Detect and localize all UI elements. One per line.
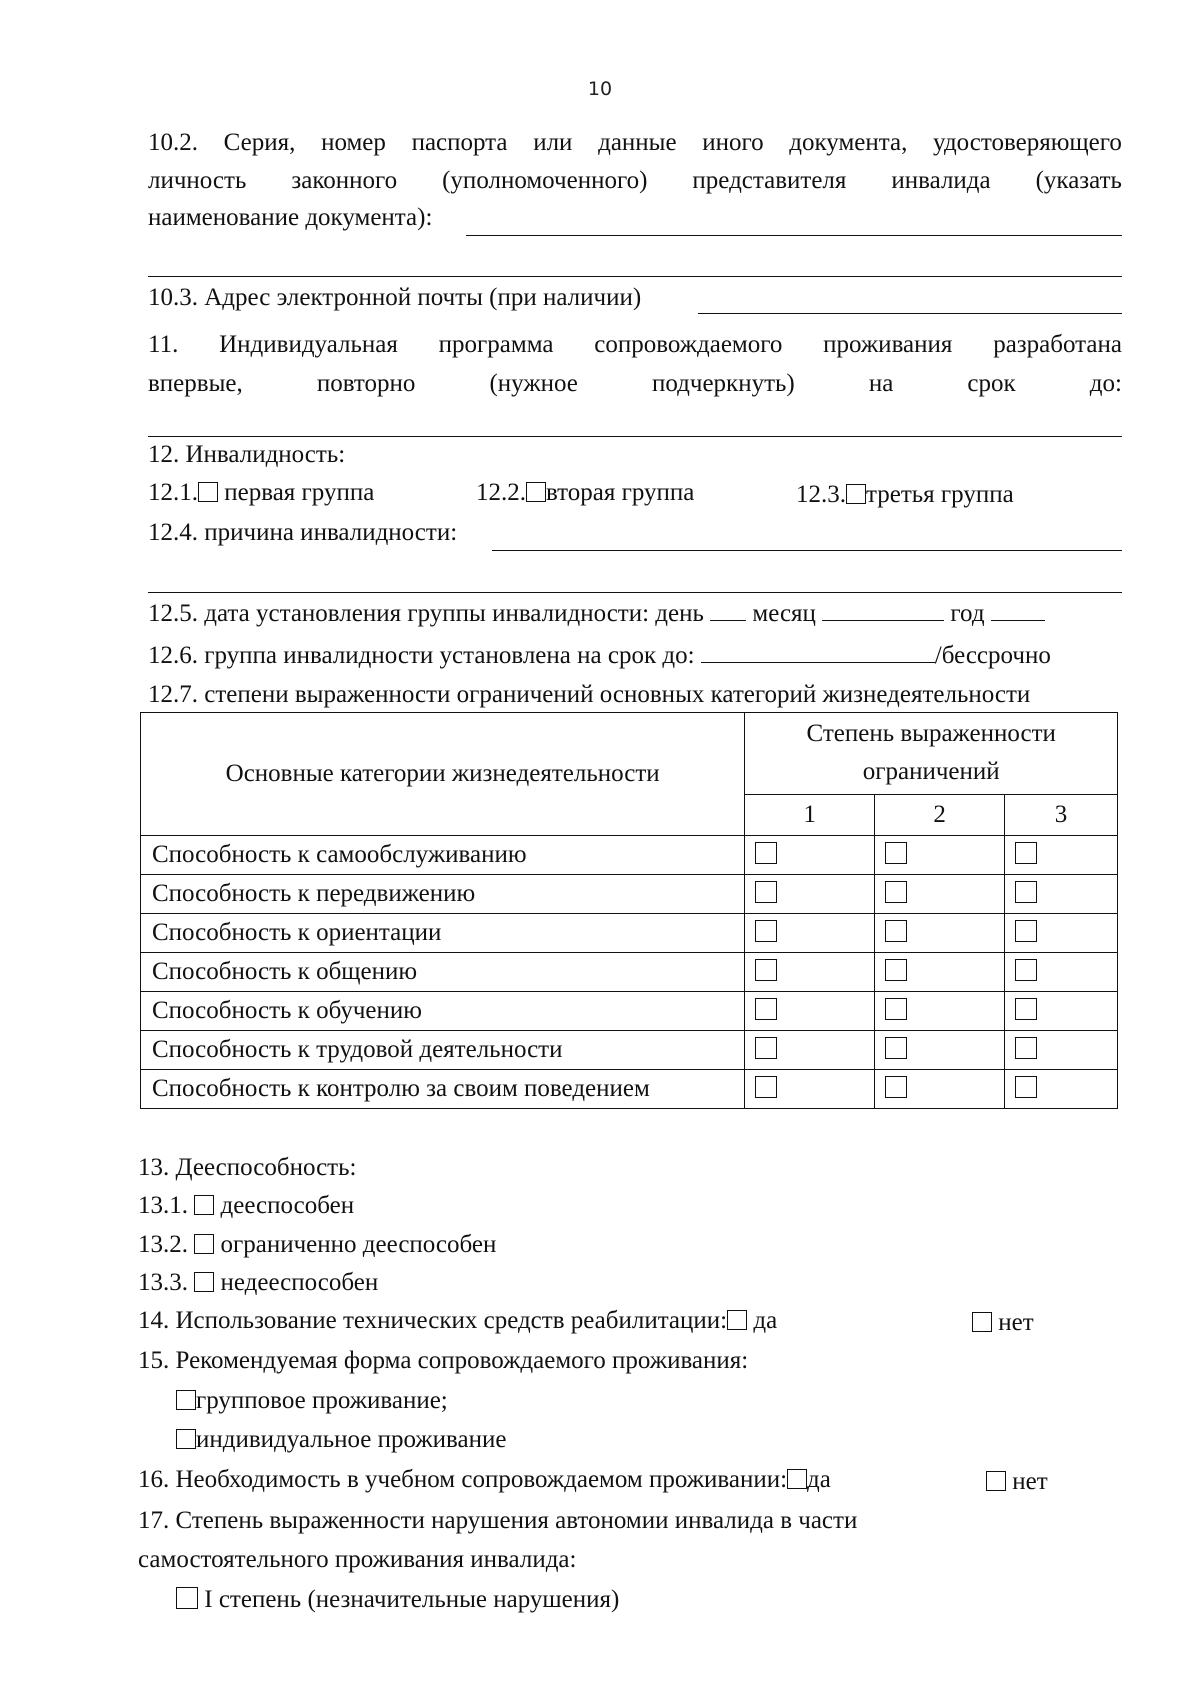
mobility-degree3-checkbox[interactable] [1015,881,1037,903]
learning-degree2-checkbox[interactable] [885,998,907,1020]
s17-option1: I степень (незначительные нарушения) [176,1585,619,1615]
limitations-table [140,712,1118,1109]
communication-degree1-checkbox[interactable] [755,959,777,981]
s17-line2: самостоятельного проживания инвалида: [138,1546,577,1573]
s12-group1: 12.1. первая группа [148,479,375,506]
group1-checkbox[interactable] [198,482,218,502]
s12-group3: 12.3. третья группа [796,481,1014,508]
s13-title: 13. Дееспособность: [138,1154,357,1181]
rehab-means-no-checkbox[interactable] [972,1312,992,1332]
s16-no: нет [986,1467,1048,1497]
s10-2-line3: наименование документа): [148,204,433,231]
email-field[interactable] [698,313,1122,314]
s12-7-title: 12.7. степени выраженности ограничений основных категорий жизнедеятельности [148,681,1031,708]
group3-checkbox[interactable] [846,484,866,504]
degree-1-header: 1 [745,794,875,835]
s10-2-line1: 10.2. Серия, номер паспорта или данные иного документа, удостоверяющего [148,129,1122,156]
month-field[interactable] [822,598,944,621]
cause-field[interactable] [492,550,1122,551]
s13-option3: 13.3. недееспособен [138,1269,379,1296]
orientation-degree1-checkbox[interactable] [755,920,777,942]
table-row: Способность к трудовой деятельности [141,1031,1118,1070]
table-row: Способность к общению [141,953,1118,992]
s12-group2: 12.2. вторая группа [476,479,695,506]
cause-field-line2[interactable] [148,592,1122,593]
s12-5-line: 12.5. дата установления группы инвалидности: день месяц год [148,598,1045,629]
group-living-checkbox[interactable] [176,1390,196,1410]
orientation-degree3-checkbox[interactable] [1015,920,1037,942]
mobility-degree1-checkbox[interactable] [755,881,777,903]
s15-option1: групповое проживание; [176,1386,448,1416]
s14-no: нет [972,1308,1034,1338]
s12-6-line: 12.6. группа инвалидности установлена на срок до: /бессрочно [148,642,1051,669]
behavior-degree3-checkbox[interactable] [1015,1076,1037,1098]
s12-title: 12. Инвалидность: [148,441,346,468]
capable-checkbox[interactable] [194,1195,214,1215]
s15-option2: индивидуальное проживание [176,1425,507,1455]
learning-degree3-checkbox[interactable] [1015,998,1037,1020]
col-degree-header: Степень выраженности ограничений [745,713,1118,795]
group2-checkbox[interactable] [526,482,546,502]
table-row: Способность к передвижению [141,875,1118,914]
degree-3-header: 3 [1005,794,1118,835]
table-row: Способность к обучению [141,992,1118,1031]
day-field[interactable] [710,598,746,621]
behavior-degree1-checkbox[interactable] [755,1076,777,1098]
s14-line: 14. Использование технических средств реабилитации: да [138,1307,778,1334]
degree-i-checkbox[interactable] [176,1587,198,1609]
work-degree3-checkbox[interactable] [1015,1037,1037,1059]
page-number: 10 [587,78,613,100]
work-degree1-checkbox[interactable] [755,1037,777,1059]
s16-line: 16. Необходимость в учебном сопровождаемом проживании: да [138,1466,831,1493]
s15-title: 15. Рекомендуемая форма сопровождаемого проживания: [138,1347,749,1374]
term-field[interactable] [701,640,935,663]
document-name-field-line2[interactable] [148,276,1122,277]
col-category-header: Основные категории жизнедеятельности [141,713,745,836]
s10-3-line: 10.3. Адрес электронной почты (при наличии) [148,284,642,311]
mobility-degree2-checkbox[interactable] [885,881,907,903]
degree-2-header: 2 [875,794,1005,835]
communication-degree2-checkbox[interactable] [885,959,907,981]
self-care-degree3-checkbox[interactable] [1015,842,1037,864]
table-row: Способность к контролю за своим поведением [141,1070,1118,1109]
year-field[interactable] [991,598,1045,621]
table-row: Способность к ориентации [141,914,1118,953]
rehab-means-yes-checkbox[interactable] [727,1310,747,1330]
behavior-degree2-checkbox[interactable] [885,1076,907,1098]
individual-living-checkbox[interactable] [176,1429,196,1449]
self-care-degree1-checkbox[interactable] [755,842,777,864]
table-row: Способность к самообслуживанию [141,836,1118,875]
s11-line2: впервые, повторно (нужное подчеркнуть) на срок до: [148,370,1122,397]
communication-degree3-checkbox[interactable] [1015,959,1037,981]
orientation-degree2-checkbox[interactable] [885,920,907,942]
incapable-checkbox[interactable] [194,1272,214,1292]
s17-line1: 17. Степень выраженности нарушения автономии инвалида в части [138,1507,858,1534]
s13-option1: 13.1. дееспособен [138,1192,355,1219]
program-term-field[interactable] [148,436,1122,437]
s10-2-line2: личность законного (уполномоченного) представителя инвалида (указать [148,167,1122,194]
learning-degree1-checkbox[interactable] [755,998,777,1020]
self-care-degree2-checkbox[interactable] [885,842,907,864]
training-yes-checkbox[interactable] [787,1469,807,1489]
document-name-field[interactable] [466,235,1122,236]
work-degree2-checkbox[interactable] [885,1037,907,1059]
training-no-checkbox[interactable] [986,1471,1006,1491]
s13-option2: 13.2. ограниченно дееспособен [138,1231,497,1258]
limited-capable-checkbox[interactable] [194,1234,214,1254]
s12-cause-line: 12.4. причина инвалидности: [148,519,458,546]
s11-line1: 11. Индивидуальная программа сопровождаемого проживания разработана [148,331,1122,358]
